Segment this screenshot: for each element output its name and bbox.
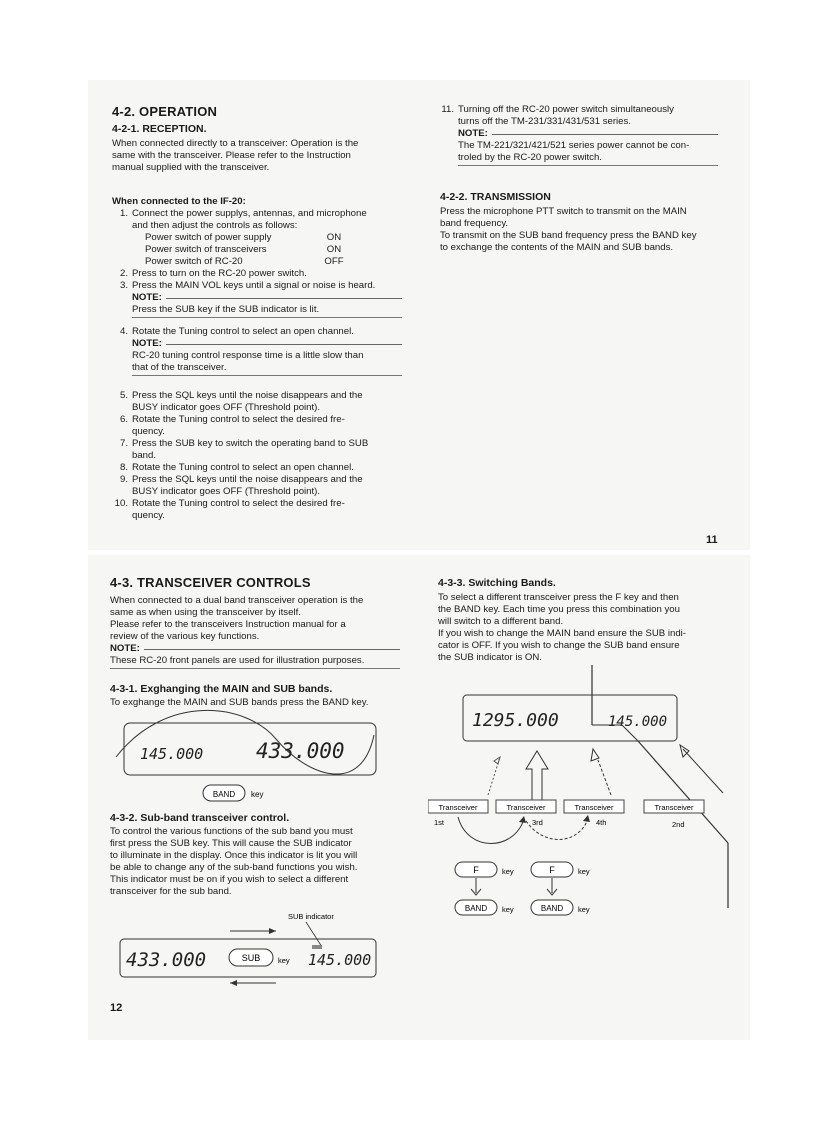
arrow-head [519,816,526,823]
band-key-label: BAND [464,904,488,913]
text-line: the BAND key. Each time you press this combination you [438,604,680,615]
text-line: quency. [132,426,165,437]
text-line: manual supplied with the transceiver. [112,162,270,173]
text-line: will switch to a different band. [438,616,564,627]
f-key-label: F [473,865,479,875]
freq-left: 145.000 [140,745,204,763]
text-line: When connected to a dual band transceiver operation is the [110,595,364,606]
control-row [145,232,402,244]
note-label [132,292,402,304]
note-label [110,643,400,655]
step-number: 3. [119,280,128,291]
transceiver-order: 3rd [532,818,543,827]
step-text [458,104,674,128]
arrow-2nd [683,749,723,793]
controls-intro [110,595,400,669]
control-value: ON [326,244,342,255]
text-line: same as when using the transceiver by itself. [110,607,301,618]
text-line: To transmit on the SUB band frequency press the BAND key [440,230,697,241]
step-number: 2. [119,268,128,279]
step-item [112,474,402,498]
reception-intro [112,138,402,174]
switching-title: 4-3-3. Switching Bands. [438,577,556,589]
text-line: band frequency. [440,218,509,229]
subband-text [110,826,400,898]
transceiver-order: 1st [434,818,445,827]
control-row [145,244,402,256]
note-label-text: NOTE: [132,338,162,349]
exchange-text: To exghange the MAIN and SUB bands press the BAND key. [110,697,369,708]
note-label [132,338,402,350]
note-bottom-rule [132,317,402,318]
key-suffix: key [578,905,590,914]
step-number: 8. [119,462,128,473]
control-label: Power switch of power supply [145,232,272,243]
step-number: 11. [441,104,454,115]
text-line: If you wish to change the MAIN band ensure the SUB indi- [438,628,686,639]
key-suffix: key [502,867,514,876]
text-line: review of the various key functions. [110,631,260,642]
note-rule [166,344,402,345]
arrow-right-head [269,928,276,934]
page-number: 12 [110,1002,123,1014]
exchange-title: 4-3-1. Exghanging the MAIN and SUB bands. [110,683,333,695]
switching-diagram [428,665,738,927]
step-number: 9. [119,474,128,485]
text-line: Please refer to the transceivers Instruction manual for a [110,619,346,630]
manual-page-12 [88,555,750,1040]
note-text: troled by the RC-20 power switch. [458,152,602,163]
text-line: band. [132,450,157,461]
control-settings [112,232,402,268]
step-item [112,390,402,414]
step-item [112,498,402,522]
text-line: Press the SQL keys until the noise disappears and the [132,390,363,401]
control-value: OFF [324,256,344,267]
if20-heading: When connected to the IF-20: [112,196,246,207]
step-4 [112,326,402,338]
transceiver-label: Transceiver [574,803,614,812]
text-line: turns off the TM-231/331/431/531 series. [458,116,631,127]
note-2 [112,338,402,376]
note-3 [438,128,718,166]
arrow-head [583,815,590,822]
freq-left: 433.000 [126,949,207,971]
note-label-text: NOTE: [132,292,162,303]
step-number: 4. [119,326,128,337]
transceiver-label: Transceiver [506,803,546,812]
step-text [132,208,367,232]
text-line: quency. [132,510,165,521]
freq-main: 1295.000 [472,710,559,731]
note-label-text: NOTE: [458,128,488,139]
step-number: 7. [119,438,128,449]
sub-key-label: SUB [241,953,261,963]
step-4-block [112,326,402,376]
reception-title: 4-2-1. RECEPTION. [112,123,207,135]
text-line: same with the transceiver. Please refer to the Instruction [112,150,351,161]
text-line: Rotate the Tuning control to select an open channel. [132,462,354,473]
freq-sub: 145.000 [608,714,668,730]
step-number: 5. [119,390,128,401]
key-suffix: key [502,905,514,914]
band-key-label: BAND [212,790,236,799]
text-line: to illuminate in the display. Once this indicator is lit you will [110,850,358,861]
text-line: first press the SUB key. This will cause the SUB indicator [110,838,352,849]
step-text [132,498,345,522]
transmission-title: 4-2-2. TRANSMISSION [440,191,551,203]
steps-5-10 [112,390,402,522]
control-row [145,256,402,268]
key-suffix: key [251,790,264,799]
arrow-3rd [526,751,548,801]
step-2 [112,268,402,280]
subband-title: 4-3-2. Sub-band transceiver control. [110,812,290,824]
text-line: Turning off the RC-20 power switch simultaneously [458,104,674,115]
freq-right: 433.000 [256,739,345,763]
text-line: BUSY indicator goes OFF (Threshold point). [132,402,321,413]
step-text [132,414,345,438]
text-line: BUSY indicator goes OFF (Threshold point). [132,486,321,497]
sub-indicator-mark [312,945,322,949]
if20-steps [112,208,402,318]
text-line: Press the SUB key to switch the operating band to SUB [132,438,369,449]
note-text: These RC-20 front panels are used for illustration purposes. [110,655,365,666]
transceiver-order: 4th [596,818,607,827]
note-text: that of the transceiver. [132,362,227,373]
sub-indicator-label: SUB indicator [288,912,334,921]
control-label: Power switch of RC-20 [145,256,243,267]
step-3 [112,280,402,292]
text-line: the SUB indicator is ON. [438,652,542,663]
note-rule [144,649,400,650]
step-11-block [438,104,718,166]
step-1 [112,208,402,232]
text-line: Connect the power supplys, antennas, and microphone [132,208,367,219]
note-rule [492,134,718,135]
text-line: be able to change any of the sub-band functions you wish. [110,862,358,873]
text-line: Rotate the Tuning control to select the desired fre- [132,498,345,509]
note-bottom-rule [458,165,718,166]
note-bottom-rule [132,375,402,376]
text-line: To select a different transceiver press the F key and then [438,592,679,603]
band-key-label: BAND [540,904,564,913]
step-text [132,474,363,498]
text-line: cator is OFF. If you wish to change the SUB band ensure [438,640,680,651]
page-number: 11 [706,534,718,546]
sub-key-diagram [112,905,392,997]
note-bottom-rule [110,668,400,669]
step-11 [438,104,718,128]
f-key-label: F [549,865,555,875]
step-item [112,462,402,474]
arrow-left-head [230,980,237,986]
transceiver-label: Transceiver [438,803,478,812]
step-text [132,462,354,474]
note-text: Press the SUB key if the SUB indicator is lit. [132,304,320,315]
step-number: 6. [119,414,128,425]
cycle-arrow-1 [458,817,524,844]
exchange-diagram [106,705,386,807]
step-text: Press to turn on the RC-20 power switch. [132,268,307,279]
control-value: ON [326,232,342,243]
text-line: When connected directly to a transceiver: Operation is the [112,138,359,149]
arrow-head [591,749,599,761]
text-line: Press the microphone PTT switch to transmit on the MAIN [440,206,687,217]
note-rule [166,298,402,299]
note-1 [112,292,402,318]
arrow-head [494,757,500,764]
text-line: This indicator must be on if you wish to select a different [110,874,349,885]
step-item [112,438,402,462]
indicator-pointer [306,922,322,947]
arrow-dashed-4th [598,760,611,795]
key-suffix: key [578,867,590,876]
text-line: transceiver for the sub band. [110,886,232,897]
transmission-text [440,206,725,254]
transceiver-label: Transceiver [654,803,694,812]
step-text: Rotate the Tuning control to select an open channel. [132,326,354,337]
text-line: and then adjust the controls as follows: [132,220,298,231]
switching-text [438,592,728,664]
freq-right: 145.000 [308,951,372,969]
note-label-text: NOTE: [110,643,140,654]
step-item [112,414,402,438]
step-number: 1. [119,208,128,219]
text-line: To control the various functions of the sub band you must [110,826,353,837]
step-text [132,390,363,414]
text-line: Press the SQL keys until the noise disappears and the [132,474,363,485]
key-suffix: key [278,956,290,965]
step-text: Press the MAIN VOL keys until a signal or noise is heard. [132,280,376,291]
section-title-operation: 4-2. OPERATION [112,104,218,119]
transceiver-order: 2nd [672,820,685,829]
note-label [458,128,718,140]
note-text: The TM-221/321/421/521 series power cannot be con- [458,140,690,151]
text-line: Rotate the Tuning control to select the desired fre- [132,414,345,425]
section-title-transceiver-controls: 4-3. TRANSCEIVER CONTROLS [110,575,311,590]
text-line: to exchange the contents of the MAIN and SUB bands. [440,242,674,253]
step-text [132,438,368,462]
note-text: RC-20 tuning control response time is a little slow than [132,350,364,361]
control-label: Power switch of transceivers [145,244,267,255]
manual-page-11 [88,80,750,550]
step-number: 10. [114,498,128,509]
